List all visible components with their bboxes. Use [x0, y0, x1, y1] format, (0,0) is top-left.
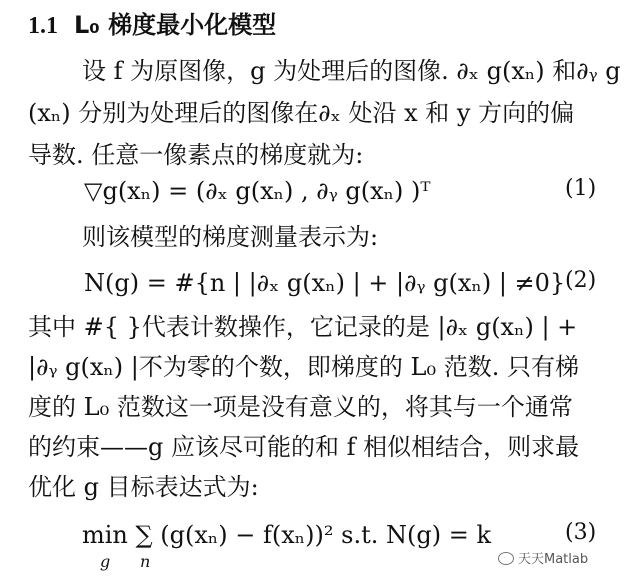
paragraph-line: 优化 g 目标表达式为: — [28, 473, 259, 501]
sum-subscript: n — [140, 552, 151, 571]
section-number: 1.1 — [28, 13, 58, 39]
section-title: L₀ 梯度最小化模型 — [74, 11, 277, 39]
equation-objective: min ∑ (g(xₙ) − f(xₙ))² s.t. N(g) = k — [82, 521, 492, 549]
equation-number: (2) — [565, 268, 597, 293]
watermark — [498, 548, 588, 567]
section-heading — [28, 10, 276, 41]
paragraph-line: 其中 #{ }代表计数操作，它记录的是 |∂ₓ g(xₙ) | + — [28, 313, 578, 341]
equation-count: N(g) = #{n | |∂ₓ g(xₙ) | + |∂ᵧ g(xₙ) | ≠0} — [84, 269, 566, 297]
wechat-icon — [498, 552, 514, 565]
watermark-text: 天天Matlab — [518, 552, 589, 567]
equation-gradient: ▽g(xₙ) = (∂ₓ g(xₙ) , ∂ᵧ g(xₙ) )ᵀ — [84, 177, 431, 205]
min-subscript: g — [100, 552, 111, 571]
equation-number: (3) — [565, 520, 597, 545]
paragraph-line: 导数. 任意一像素点的梯度就为: — [28, 141, 364, 169]
paragraph-line: 度的 L₀ 范数这一项是没有意义的，将其与一个通常 — [28, 393, 573, 421]
paragraph-line: (xₙ) 分别为处理后的图像在∂ₓ 处沿 x 和 y 方向的偏 — [28, 99, 575, 127]
paragraph-line: |∂ᵧ g(xₙ) |不为零的个数，即梯度的 L₀ 范数. 只有梯 — [28, 353, 579, 381]
paragraph-line: 的约束——g 应该尽可能的和 f 相似相结合，则求最 — [28, 433, 580, 461]
paragraph-line: 则该模型的梯度测量表示为: — [82, 223, 379, 251]
equation-number: (1) — [565, 176, 597, 201]
paragraph-line: 设 f 为原图像，g 为处理后的图像. ∂ₓ g(xₙ) 和∂ᵧ g — [82, 57, 621, 85]
